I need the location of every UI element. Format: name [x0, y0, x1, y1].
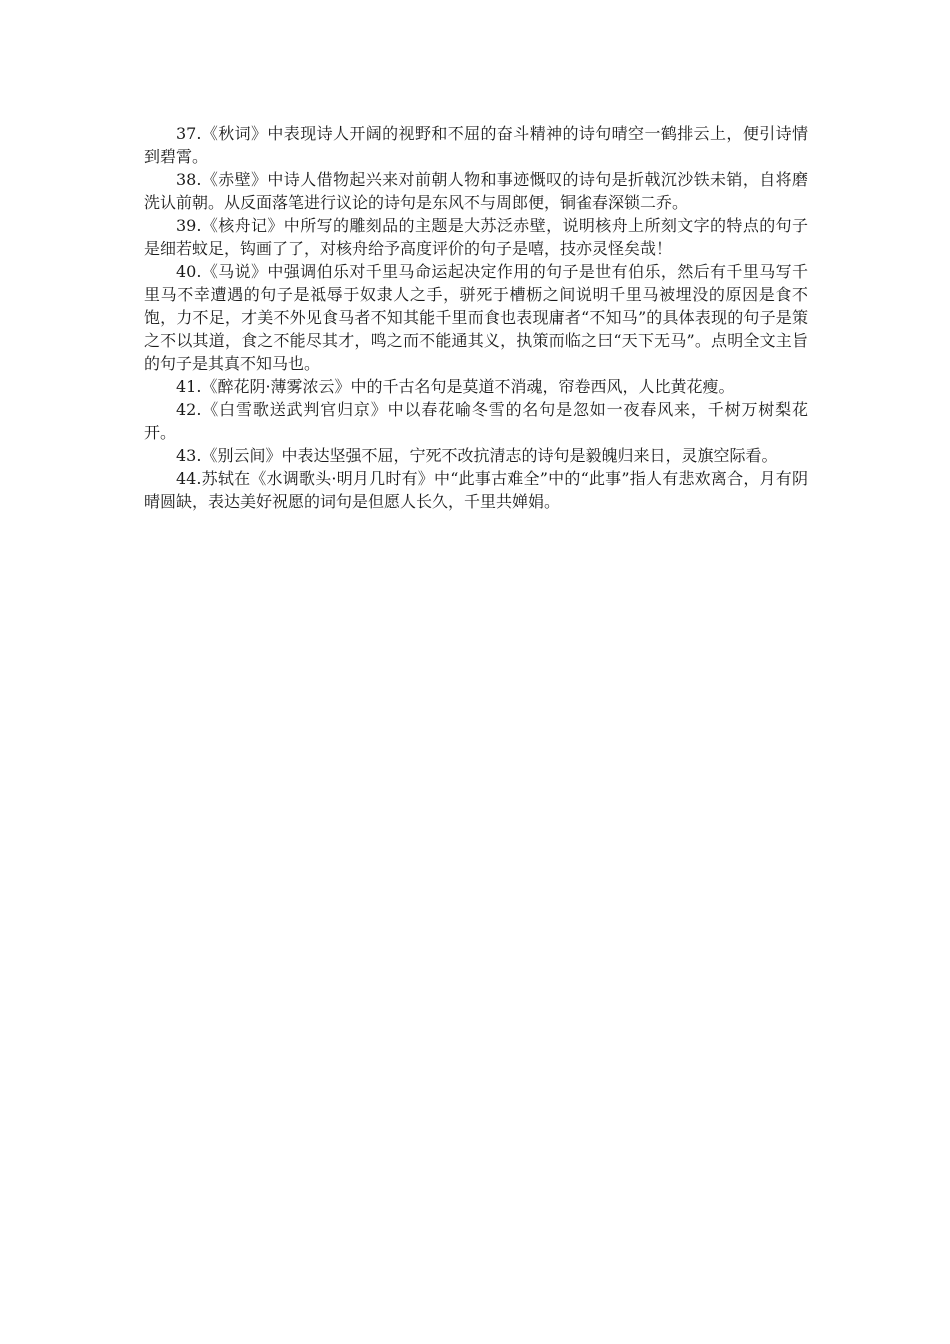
- paragraph-41: 41.《醉花阴·薄雾浓云》中的千古名句是莫道不消魂，帘卷西风，人比黄花瘦。: [176, 377, 735, 396]
- paragraph-43: 43.《别云间》中表达坚强不屈，宁死不改抗清志的诗句是毅魄归来日，灵旗空际看。: [176, 446, 778, 465]
- paragraph-37: 37.《秋词》中表现诗人开阔的视野和不屈的奋斗精神的诗句晴空一鹤排云上，便引诗情到碧霄。: [144, 124, 808, 166]
- paragraph-40: 40.《马说》中强调伯乐对千里马命运起决定作用的句子是世有伯乐，然后有千里马写千里马不幸遭遇的句子是祗辱于奴隶人之手，骈死于槽枥之间说明千里马被埋没的原因是食不饱，力不足，才美不外见食马者不知其能千里而食也表现庸者“不知马”的具体表现的句子是策之不以其道，食之不能尽其才，鸣之而不能通其义，执策而临之曰“天下无马”。点明全文主旨的句子是其真不知马也。: [144, 262, 808, 373]
- paragraph-39: 39.《核舟记》中所写的雕刻品的主题是大苏泛赤壁，说明核舟上所刻文字的特点的句子是细若蚊足，钩画了了，对核舟给予高度评价的句子是嘻，技亦灵怪矣哉！: [144, 216, 808, 258]
- paragraph-38: 38.《赤壁》中诗人借物起兴来对前朝人物和事迹慨叹的诗句是折戟沉沙铁未销，自将磨洗认前朝。从反面落笔进行议论的诗句是东风不与周郎便，铜雀春深锁二乔。: [144, 170, 808, 212]
- document-body: [144, 122, 808, 513]
- paragraph-44: 44.苏轼在《水调歌头·明月几时有》中“此事古难全”中的“此事”指人有悲欢离合，月有阴晴圆缺，表达美好祝愿的词句是但愿人长久，千里共婵娟。: [144, 469, 808, 511]
- paragraph-42: 42.《白雪歌送武判官归京》中以春花喻冬雪的名句是忽如一夜春风来，千树万树梨花开。: [144, 400, 808, 442]
